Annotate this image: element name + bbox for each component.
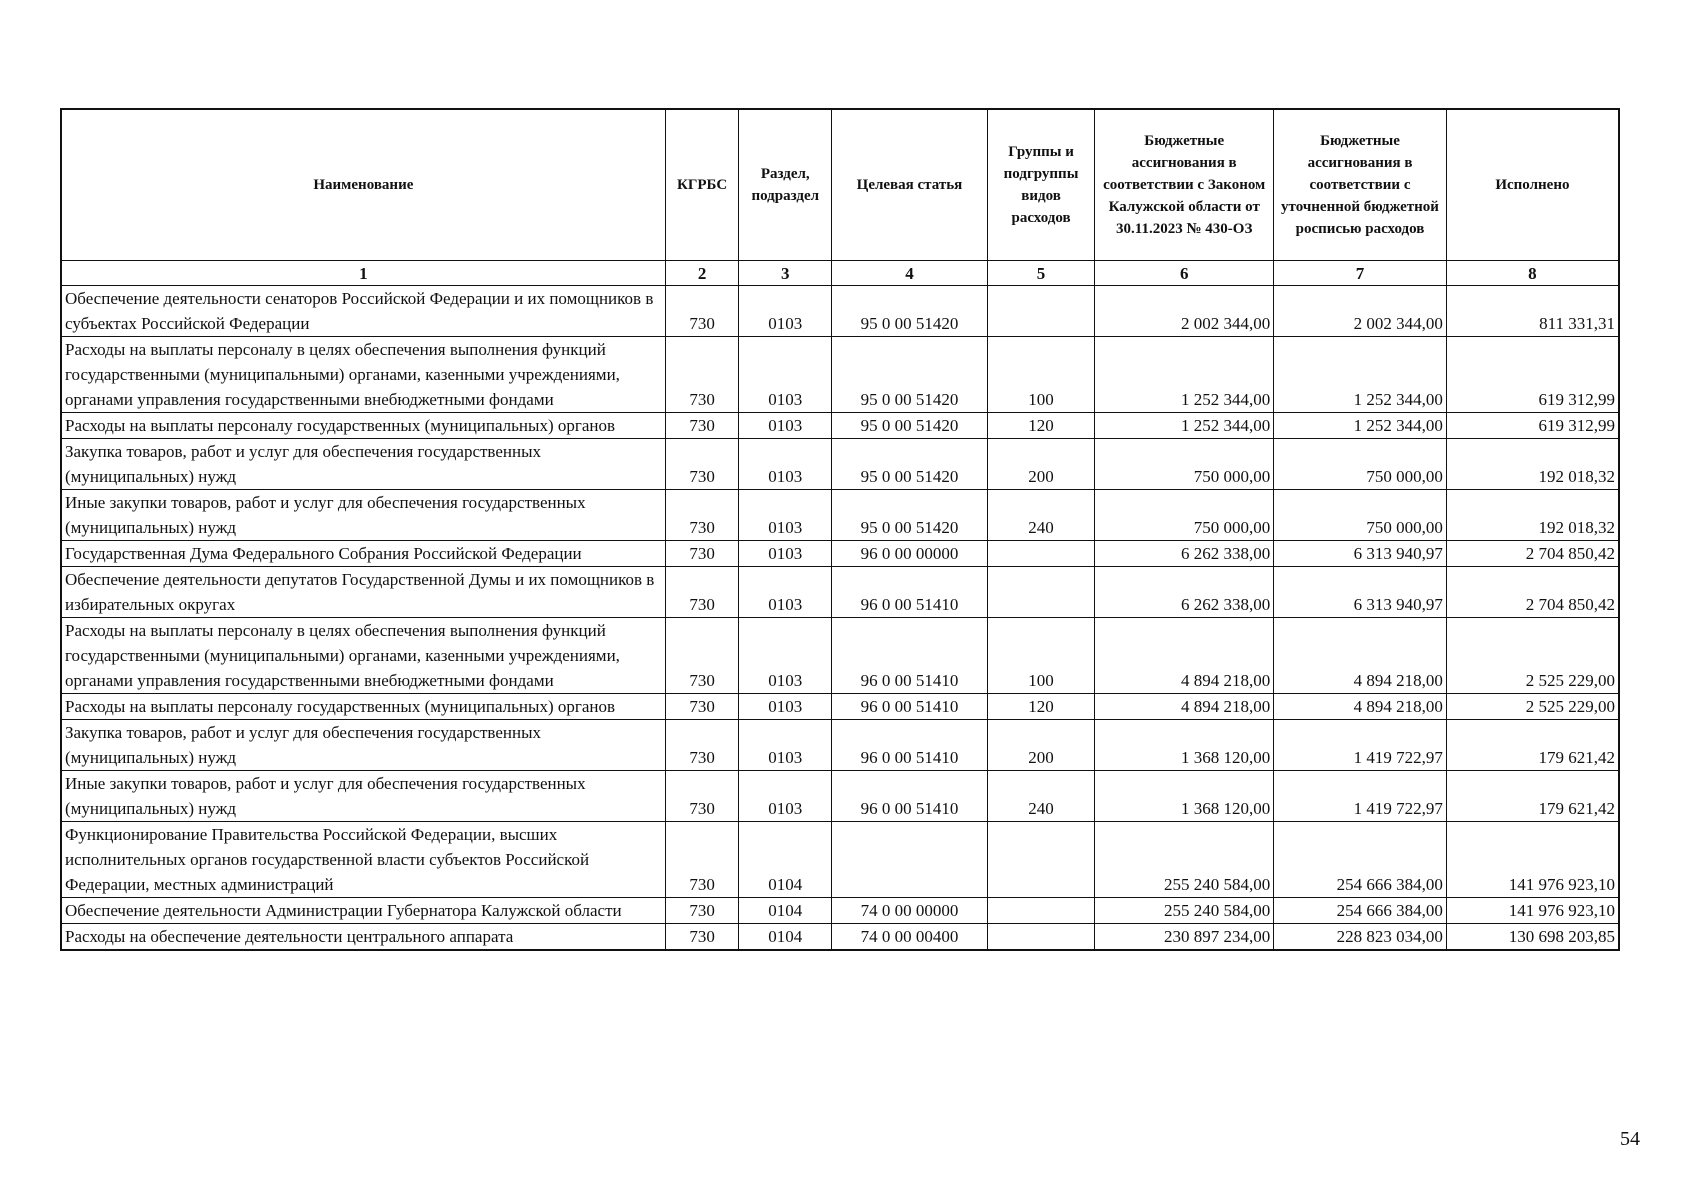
column-number: 6 bbox=[1095, 261, 1274, 286]
cell-executed: 2 525 229,00 bbox=[1446, 618, 1619, 694]
cell-name: Обеспечение деятельности депутатов Государственной Думы и их помощников в избирательных округах bbox=[61, 567, 665, 618]
cell-kgrbs: 730 bbox=[665, 898, 739, 924]
cell-kgrbs: 730 bbox=[665, 286, 739, 337]
cell-law-allocation: 1 252 344,00 bbox=[1095, 413, 1274, 439]
cell-name: Обеспечение деятельности сенаторов Российской Федерации и их помощников в субъектах Российской Федерации bbox=[61, 286, 665, 337]
cell-section: 0104 bbox=[739, 822, 832, 898]
table-row bbox=[61, 618, 1619, 694]
table-row bbox=[61, 337, 1619, 413]
cell-refined-allocation: 6 313 940,97 bbox=[1274, 541, 1447, 567]
cell-section: 0103 bbox=[739, 337, 832, 413]
cell-kgrbs: 730 bbox=[665, 490, 739, 541]
cell-kgrbs: 730 bbox=[665, 771, 739, 822]
cell-target-article: 95 0 00 51420 bbox=[832, 286, 988, 337]
cell-expense-group: 100 bbox=[987, 618, 1094, 694]
cell-target-article: 74 0 00 00400 bbox=[832, 924, 988, 951]
cell-refined-allocation: 1 419 722,97 bbox=[1274, 771, 1447, 822]
cell-law-allocation: 255 240 584,00 bbox=[1095, 898, 1274, 924]
cell-executed: 619 312,99 bbox=[1446, 337, 1619, 413]
cell-kgrbs: 730 bbox=[665, 618, 739, 694]
cell-target-article: 96 0 00 51410 bbox=[832, 618, 988, 694]
cell-name: Расходы на обеспечение деятельности центрального аппарата bbox=[61, 924, 665, 951]
cell-executed: 179 621,42 bbox=[1446, 771, 1619, 822]
cell-section: 0103 bbox=[739, 490, 832, 541]
cell-kgrbs: 730 bbox=[665, 541, 739, 567]
column-number: 4 bbox=[832, 261, 988, 286]
table-row bbox=[61, 413, 1619, 439]
column-number: 1 bbox=[61, 261, 665, 286]
header-executed: Исполнено bbox=[1446, 109, 1619, 261]
table-body bbox=[61, 286, 1619, 951]
table-row bbox=[61, 694, 1619, 720]
table-row bbox=[61, 286, 1619, 337]
cell-section: 0103 bbox=[739, 720, 832, 771]
cell-executed: 811 331,31 bbox=[1446, 286, 1619, 337]
cell-kgrbs: 730 bbox=[665, 720, 739, 771]
column-number: 3 bbox=[739, 261, 832, 286]
cell-target-article: 96 0 00 51410 bbox=[832, 720, 988, 771]
cell-section: 0103 bbox=[739, 286, 832, 337]
cell-expense-group: 100 bbox=[987, 337, 1094, 413]
cell-law-allocation: 255 240 584,00 bbox=[1095, 822, 1274, 898]
cell-executed: 130 698 203,85 bbox=[1446, 924, 1619, 951]
cell-expense-group: 120 bbox=[987, 694, 1094, 720]
cell-law-allocation: 4 894 218,00 bbox=[1095, 694, 1274, 720]
cell-law-allocation: 1 368 120,00 bbox=[1095, 720, 1274, 771]
page-number: 54 bbox=[1620, 1128, 1640, 1150]
cell-refined-allocation: 254 666 384,00 bbox=[1274, 898, 1447, 924]
cell-kgrbs: 730 bbox=[665, 822, 739, 898]
cell-refined-allocation: 2 002 344,00 bbox=[1274, 286, 1447, 337]
table-row bbox=[61, 924, 1619, 951]
cell-name: Расходы на выплаты персоналу государственных (муниципальных) органов bbox=[61, 413, 665, 439]
cell-target-article: 74 0 00 00000 bbox=[832, 898, 988, 924]
cell-expense-group bbox=[987, 567, 1094, 618]
cell-executed: 179 621,42 bbox=[1446, 720, 1619, 771]
cell-target-article: 95 0 00 51420 bbox=[832, 439, 988, 490]
cell-section: 0104 bbox=[739, 898, 832, 924]
cell-expense-group: 240 bbox=[987, 771, 1094, 822]
table-row bbox=[61, 771, 1619, 822]
cell-expense-group: 200 bbox=[987, 720, 1094, 771]
header-target-article: Целевая статья bbox=[832, 109, 988, 261]
column-number: 2 bbox=[665, 261, 739, 286]
cell-section: 0103 bbox=[739, 541, 832, 567]
cell-refined-allocation: 750 000,00 bbox=[1274, 490, 1447, 541]
cell-target-article: 96 0 00 51410 bbox=[832, 567, 988, 618]
cell-law-allocation: 1 252 344,00 bbox=[1095, 337, 1274, 413]
cell-expense-group: 240 bbox=[987, 490, 1094, 541]
cell-section: 0104 bbox=[739, 924, 832, 951]
cell-kgrbs: 730 bbox=[665, 567, 739, 618]
cell-target-article: 96 0 00 51410 bbox=[832, 694, 988, 720]
cell-refined-allocation: 4 894 218,00 bbox=[1274, 618, 1447, 694]
cell-law-allocation: 6 262 338,00 bbox=[1095, 567, 1274, 618]
budget-table bbox=[60, 108, 1620, 951]
column-number-row bbox=[61, 261, 1619, 286]
cell-refined-allocation: 1 252 344,00 bbox=[1274, 413, 1447, 439]
cell-executed: 2 704 850,42 bbox=[1446, 567, 1619, 618]
cell-kgrbs: 730 bbox=[665, 924, 739, 951]
header-expense-groups: Группы и подгруппы видов расходов bbox=[987, 109, 1094, 261]
cell-kgrbs: 730 bbox=[665, 337, 739, 413]
header-row bbox=[61, 109, 1619, 261]
cell-executed: 141 976 923,10 bbox=[1446, 898, 1619, 924]
cell-section: 0103 bbox=[739, 413, 832, 439]
table-row bbox=[61, 490, 1619, 541]
cell-name: Расходы на выплаты персоналу в целях обеспечения выполнения функций государственными (муниципальными) органами, казенными учреждениями, органами управления государственными внебюджетными фондами bbox=[61, 618, 665, 694]
cell-expense-group bbox=[987, 286, 1094, 337]
cell-refined-allocation: 1 419 722,97 bbox=[1274, 720, 1447, 771]
cell-law-allocation: 750 000,00 bbox=[1095, 439, 1274, 490]
cell-name: Иные закупки товаров, работ и услуг для обеспечения государственных (муниципальных) нужд bbox=[61, 771, 665, 822]
cell-law-allocation: 750 000,00 bbox=[1095, 490, 1274, 541]
cell-refined-allocation: 1 252 344,00 bbox=[1274, 337, 1447, 413]
cell-expense-group: 200 bbox=[987, 439, 1094, 490]
cell-law-allocation: 4 894 218,00 bbox=[1095, 618, 1274, 694]
table-row bbox=[61, 720, 1619, 771]
table-row bbox=[61, 541, 1619, 567]
cell-section: 0103 bbox=[739, 694, 832, 720]
cell-target-article: 95 0 00 51420 bbox=[832, 337, 988, 413]
column-number: 8 bbox=[1446, 261, 1619, 286]
cell-section: 0103 bbox=[739, 771, 832, 822]
cell-section: 0103 bbox=[739, 567, 832, 618]
cell-name: Государственная Дума Федерального Собрания Российской Федерации bbox=[61, 541, 665, 567]
table-row bbox=[61, 822, 1619, 898]
column-number: 5 bbox=[987, 261, 1094, 286]
cell-expense-group bbox=[987, 541, 1094, 567]
header-law-allocations: Бюджетные ассигнования в соответствии с Законом Калужской области от 30.11.2023 № 430-ОЗ bbox=[1095, 109, 1274, 261]
cell-executed: 2 525 229,00 bbox=[1446, 694, 1619, 720]
cell-expense-group bbox=[987, 822, 1094, 898]
cell-law-allocation: 230 897 234,00 bbox=[1095, 924, 1274, 951]
cell-name: Иные закупки товаров, работ и услуг для обеспечения государственных (муниципальных) нужд bbox=[61, 490, 665, 541]
cell-refined-allocation: 228 823 034,00 bbox=[1274, 924, 1447, 951]
cell-law-allocation: 6 262 338,00 bbox=[1095, 541, 1274, 567]
cell-refined-allocation: 254 666 384,00 bbox=[1274, 822, 1447, 898]
cell-name: Обеспечение деятельности Администрации Губернатора Калужской области bbox=[61, 898, 665, 924]
cell-target-article bbox=[832, 822, 988, 898]
cell-kgrbs: 730 bbox=[665, 413, 739, 439]
header-refined-allocations: Бюджетные ассигнования в соответствии с уточненной бюджетной росписью расходов bbox=[1274, 109, 1447, 261]
cell-name: Расходы на выплаты персоналу в целях обеспечения выполнения функций государственными (муниципальными) органами, казенными учреждениями, органами управления государственными внебюджетными фондами bbox=[61, 337, 665, 413]
cell-refined-allocation: 750 000,00 bbox=[1274, 439, 1447, 490]
cell-name: Закупка товаров, работ и услуг для обеспечения государственных (муниципальных) нужд bbox=[61, 439, 665, 490]
cell-kgrbs: 730 bbox=[665, 439, 739, 490]
cell-executed: 2 704 850,42 bbox=[1446, 541, 1619, 567]
cell-target-article: 95 0 00 51420 bbox=[832, 413, 988, 439]
table-row bbox=[61, 567, 1619, 618]
table-row bbox=[61, 898, 1619, 924]
cell-executed: 141 976 923,10 bbox=[1446, 822, 1619, 898]
header-section: Раздел, подраздел bbox=[739, 109, 832, 261]
table-row bbox=[61, 439, 1619, 490]
cell-law-allocation: 2 002 344,00 bbox=[1095, 286, 1274, 337]
cell-expense-group bbox=[987, 898, 1094, 924]
cell-target-article: 96 0 00 51410 bbox=[832, 771, 988, 822]
cell-name: Функционирование Правительства Российской Федерации, высших исполнительных органов государственной власти субъектов Российской Федерации, местных администраций bbox=[61, 822, 665, 898]
cell-executed: 192 018,32 bbox=[1446, 439, 1619, 490]
cell-name: Расходы на выплаты персоналу государственных (муниципальных) органов bbox=[61, 694, 665, 720]
header-kgrbs: КГРБС bbox=[665, 109, 739, 261]
cell-executed: 619 312,99 bbox=[1446, 413, 1619, 439]
header-name: Наименование bbox=[61, 109, 665, 261]
cell-kgrbs: 730 bbox=[665, 694, 739, 720]
cell-law-allocation: 1 368 120,00 bbox=[1095, 771, 1274, 822]
cell-refined-allocation: 6 313 940,97 bbox=[1274, 567, 1447, 618]
column-number: 7 bbox=[1274, 261, 1447, 286]
cell-section: 0103 bbox=[739, 439, 832, 490]
cell-executed: 192 018,32 bbox=[1446, 490, 1619, 541]
cell-target-article: 96 0 00 00000 bbox=[832, 541, 988, 567]
cell-expense-group: 120 bbox=[987, 413, 1094, 439]
cell-refined-allocation: 4 894 218,00 bbox=[1274, 694, 1447, 720]
cell-target-article: 95 0 00 51420 bbox=[832, 490, 988, 541]
cell-name: Закупка товаров, работ и услуг для обеспечения государственных (муниципальных) нужд bbox=[61, 720, 665, 771]
cell-expense-group bbox=[987, 924, 1094, 951]
cell-section: 0103 bbox=[739, 618, 832, 694]
